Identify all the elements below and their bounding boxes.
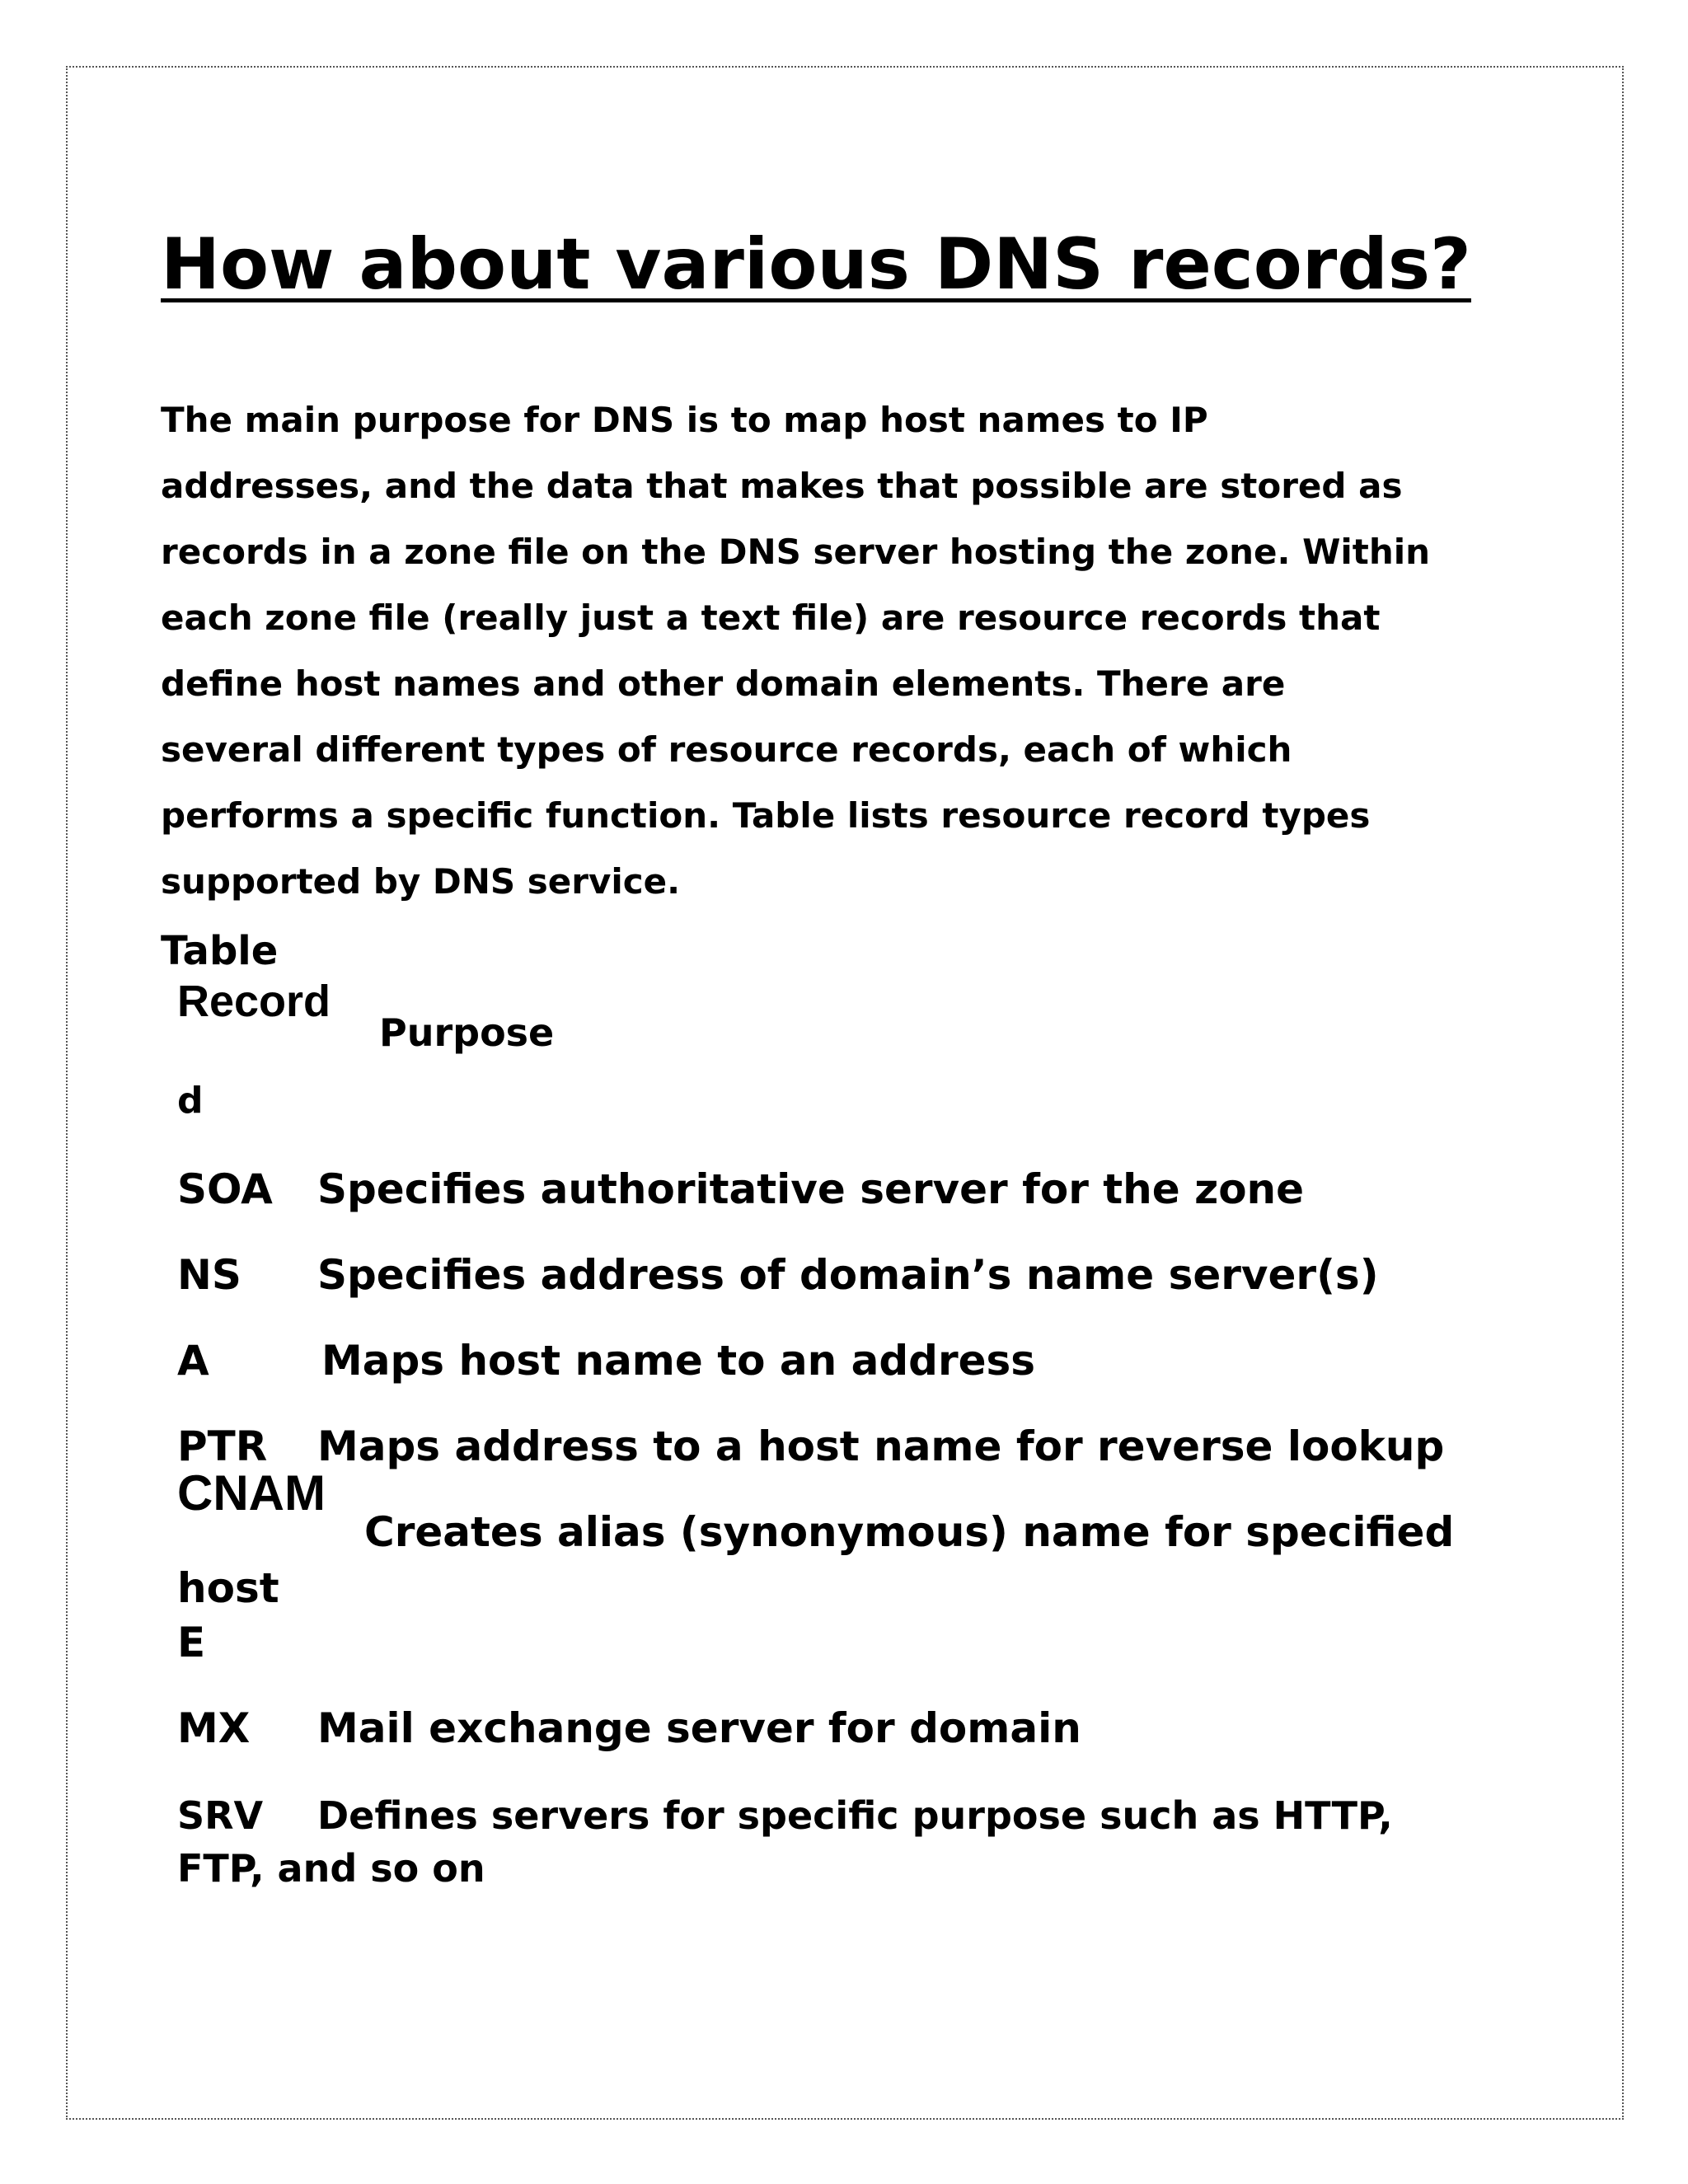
record-type-ns: NS [177, 1251, 241, 1299]
record-purpose-cname-wrap: host [177, 1564, 279, 1612]
paragraph-line: performs a specific function. Table lists resource record types [161, 795, 1371, 836]
paragraph-line: addresses, and the data that makes that possible are stored as [161, 466, 1403, 506]
record-type-srv: SRV [177, 1793, 264, 1838]
record-purpose-srv: Defines servers for specific purpose such as HTTP, [317, 1793, 1393, 1838]
paragraph-line: each zone file (really just a text file) are resource records that [161, 598, 1381, 638]
record-type-mx: MX [177, 1704, 251, 1752]
record-type-ptr: PTR [177, 1422, 268, 1470]
table-header-record: Record [177, 977, 331, 1026]
record-purpose-ns: Specifies address of domain’s name server(s) [317, 1251, 1379, 1299]
paragraph-line: several different types of resource records, each of which [161, 729, 1292, 770]
record-type-a: A [177, 1337, 209, 1385]
record-purpose-ptr: Maps address to a host name for reverse lookup [317, 1422, 1445, 1470]
record-purpose-cname: Creates alias (synonymous) name for specified [364, 1508, 1455, 1556]
paragraph-line: define host names and other domain elements. There are [161, 663, 1286, 704]
intro-paragraph [161, 387, 1562, 915]
record-purpose-a: Maps host name to an address [321, 1337, 1036, 1385]
page-title: How about various DNS records? [161, 223, 1471, 306]
paragraph-line: The main purpose for DNS is to map host names to IP [161, 400, 1208, 440]
record-purpose-soa: Specifies authoritative server for the zone [317, 1165, 1305, 1213]
record-type-cname-wrap: E [177, 1619, 206, 1666]
record-type-cname: CNAM [177, 1465, 326, 1521]
record-type-soa: SOA [177, 1165, 273, 1213]
record-purpose-mx: Mail exchange server for domain [317, 1704, 1081, 1752]
paragraph-line: records in a zone file on the DNS server hosting the zone. Within [161, 532, 1431, 572]
paragraph-line: supported by DNS service. [161, 861, 681, 902]
table-header-record-wrap: d [177, 1080, 204, 1122]
record-purpose-srv-wrap: FTP, and so on [177, 1846, 485, 1891]
table-header-purpose: Purpose [379, 1010, 555, 1055]
table-label: Table [161, 928, 279, 974]
